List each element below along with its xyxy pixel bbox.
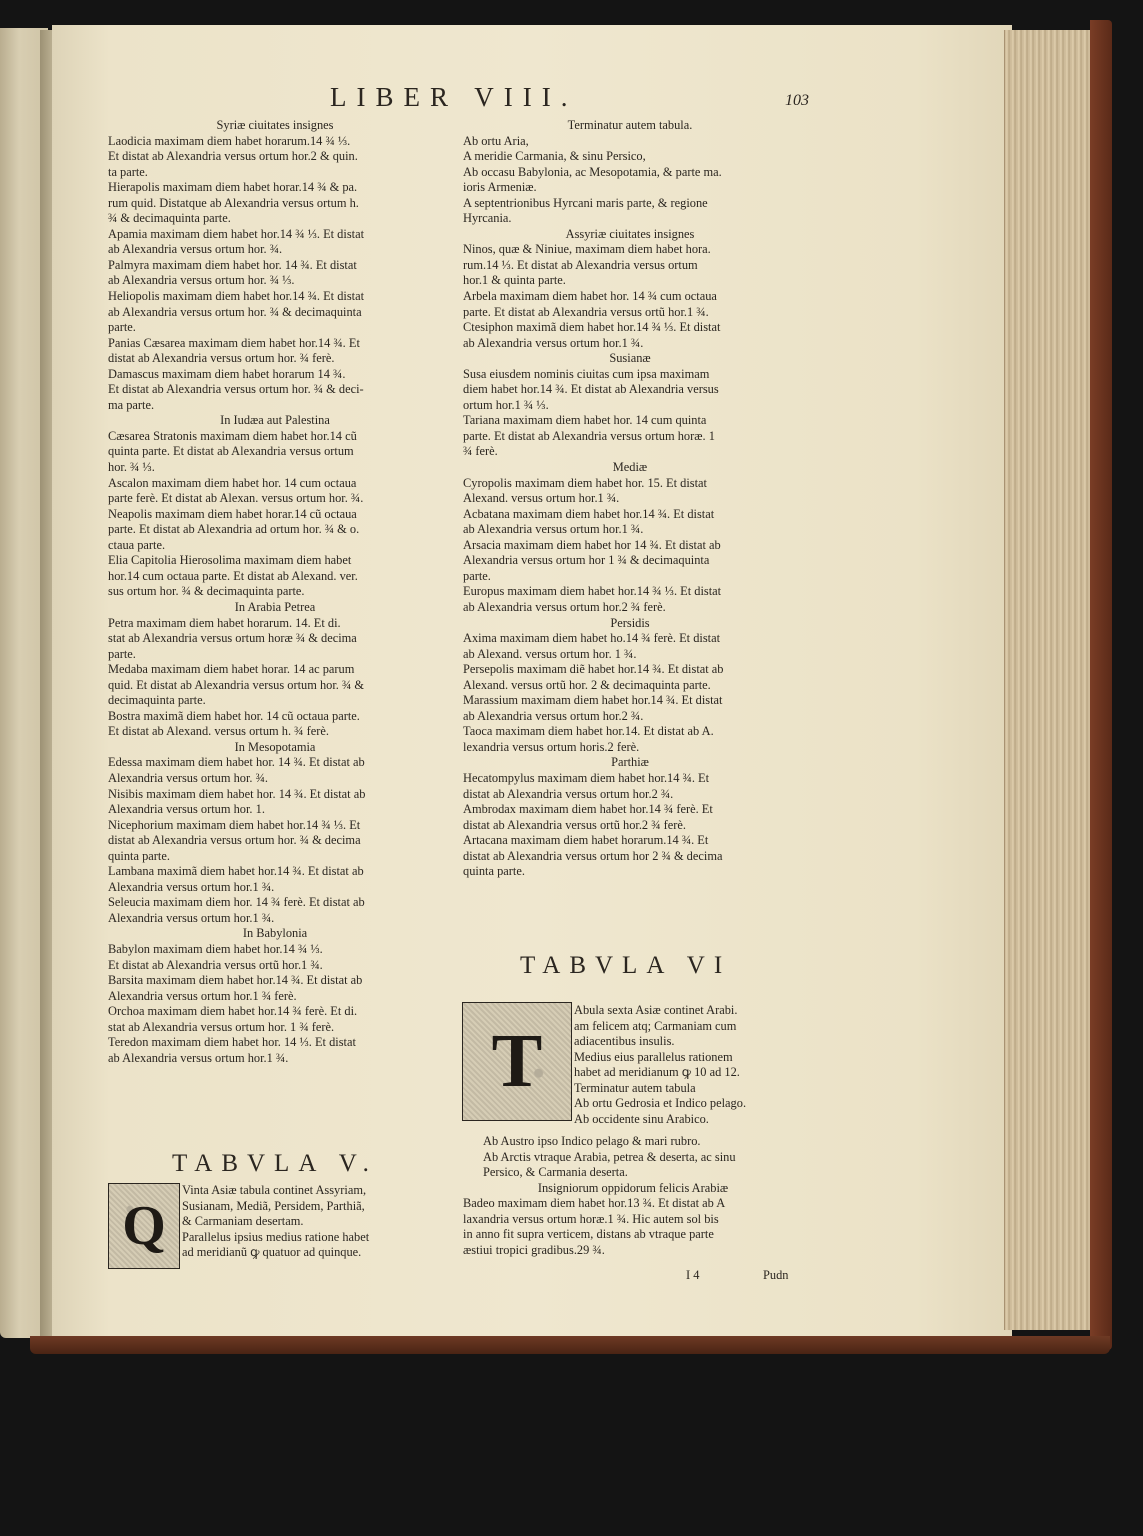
text-line: ab Alexandria versus ortum hor. ¾ ⅓. bbox=[108, 273, 295, 288]
text-line: Parallelus ipsius medius ratione habet bbox=[182, 1229, 370, 1244]
text-line: parte ferè. Et distat ab Alexan. versus ortum hor. ¾. bbox=[108, 491, 364, 506]
text-line: Badeo maximam diem habet hor.13 ¾. Et distat ab A bbox=[463, 1196, 726, 1210]
section-heading: In Arabia Petrea bbox=[234, 599, 316, 614]
text-line: Barsita maximam diem habet hor.14 ¾. Et distat ab bbox=[108, 973, 363, 988]
text-line: parte. bbox=[108, 320, 136, 335]
decorated-initial-t bbox=[462, 1002, 572, 1121]
text-line: Abula sexta Asiæ continet Arabi. bbox=[574, 1003, 738, 1017]
text-line: stat ab Alexandria versus ortum hor. 1 ¾ ferè. bbox=[108, 1019, 335, 1034]
text-line: Alexandria versus ortum hor. 1. bbox=[108, 802, 265, 817]
text-line: ad meridianũ ꝙ quatuor ad quinque. bbox=[182, 1245, 362, 1259]
text-line: A meridie Carmania, & sinu Persico, bbox=[463, 149, 646, 164]
text-line: Tariana maximam diem habet hor. 14 cum quinta bbox=[463, 413, 707, 428]
text-line: Edessa maximam diem habet hor. 14 ¾. Et distat ab bbox=[108, 755, 365, 770]
text-line: Susianam, Mediã, Persidem, Parthiã, bbox=[182, 1198, 365, 1213]
text-line: Ab occidente sinu Arabico. bbox=[574, 1111, 709, 1126]
text-line: Bostra maximã diem habet hor. 14 cũ octaua parte. bbox=[108, 708, 360, 723]
text-line: ab Alexand. versus ortum hor. 1 ¾. bbox=[463, 646, 637, 661]
section-heading: Mediæ bbox=[612, 460, 648, 475]
text-line: Babylon maximam diem habet hor.14 ¾ ⅓. bbox=[108, 941, 323, 956]
text-line: Lambana maximã diem habet hor.14 ¾. Et distat ab bbox=[108, 864, 364, 879]
text-line: Apamia maximam diem habet hor.14 ¾ ⅓. Et distat bbox=[108, 226, 365, 241]
text-line: ortum hor.1 ¾ ⅓. bbox=[463, 397, 549, 412]
section-heading: Susianæ bbox=[609, 351, 651, 366]
text-line: Damascus maximam diem habet horarum 14 ¾. bbox=[108, 366, 346, 381]
running-head: LIBER VIII. bbox=[330, 82, 578, 112]
text-line: distat ab Alexandria versus ortũ hor.2 ¾ ferè. bbox=[463, 817, 686, 832]
text-line: Panias Cæsarea maximam diem habet hor.14 ¾. Et bbox=[108, 335, 360, 350]
text-line: ioris Armeniæ. bbox=[463, 180, 537, 195]
initial-letter: Q bbox=[109, 1184, 179, 1268]
text-line: æstiui tropici gradibus.29 ¾. bbox=[463, 1242, 605, 1257]
section-heading: Persidis bbox=[610, 615, 650, 630]
text-line: lexandria versus ortum horis.2 ferè. bbox=[463, 739, 640, 754]
text-line: ab Alexandria versus ortum hor. ¾. bbox=[108, 242, 283, 257]
section-heading: Assyriæ ciuitates insignes bbox=[565, 226, 695, 241]
text-line: Terminatur autem tabula bbox=[574, 1080, 696, 1095]
text-line: Hierapolis maximam diem habet horar.14 ¾ & pa. bbox=[108, 180, 358, 195]
initial-letter: T bbox=[463, 1003, 571, 1120]
text-line: Laodicia maximam diem habet horarum.14 ¾ ⅓. bbox=[108, 133, 351, 148]
text-line: Elia Capitolia Hierosolima maximam diem habet bbox=[108, 553, 352, 568]
section-heading: Insigniorum oppidorum felicis Arabiæ bbox=[537, 1180, 729, 1195]
text-line: Alexandria versus ortum hor.1 ¾. bbox=[108, 910, 275, 925]
text-line: A septentrionibus Hyrcani maris parte, & regione bbox=[463, 195, 708, 210]
text-line: Alexand. versus ortũ hor. 2 & decimaquinta parte. bbox=[463, 677, 711, 692]
text-line: Medius eius parallelus rationem bbox=[574, 1049, 733, 1064]
text-line: ab Alexandria versus ortum hor.1 ¾. bbox=[108, 1050, 289, 1065]
text-line: Ab ortu Gedrosia et Indico pelago. bbox=[574, 1096, 747, 1110]
text-line: am felicem atq; Carmaniam cum bbox=[574, 1018, 737, 1033]
text-line: Nicephorium maximam diem habet hor.14 ¾ ⅓. Et bbox=[108, 817, 361, 832]
text-line: ¾ ferè. bbox=[463, 444, 498, 459]
text-line: Arsacia maximam diem habet hor 14 ¾. Et distat ab bbox=[463, 537, 721, 552]
text-line: Europus maximam diem habet hor.14 ¾ ⅓. Et distat bbox=[463, 584, 722, 599]
text-line: Marassium maximam diem habet hor.14 ¾. Et distat bbox=[463, 693, 723, 708]
text-line: Neapolis maximam diem habet horar.14 cũ octaua bbox=[108, 506, 357, 521]
book-cover-edge bbox=[1090, 20, 1112, 1350]
text-line: Alexandria versus ortum hor 1 ¾ & decimaquinta bbox=[463, 553, 710, 568]
text-line: Et distat ab Alexandria versus ortum hor. ¾ & deci- bbox=[108, 382, 364, 397]
text-line: distat ab Alexandria versus ortum hor 2 ¾ & decima bbox=[463, 848, 723, 863]
text-line: stat ab Alexandria versus ortum horæ ¾ & decima bbox=[108, 631, 357, 646]
tabula-vi-intro bbox=[574, 1003, 804, 1127]
section-heading: In Mesopotamia bbox=[234, 739, 316, 754]
text-line: Teredon maximam diem habet hor. 14 ⅓. Et distat bbox=[108, 1035, 356, 1050]
text-line: Et distat ab Alexandria versus ortũ hor.1 ¾. bbox=[108, 957, 323, 972]
text-line: Alexandria versus ortum hor.1 ¾ ferè. bbox=[108, 988, 297, 1003]
text-line: hor.14 cum octaua parte. Et distat ab Alexand. ver. bbox=[108, 568, 358, 583]
text-line: quinta parte. bbox=[108, 848, 170, 863]
text-line: Artacana maximam diem habet horarum.14 ¾. Et bbox=[463, 833, 709, 848]
text-line: Hyrcania. bbox=[463, 211, 512, 226]
text-line: parte. Et distat ab Alexandria ad ortum hor. ¾ & o. bbox=[108, 522, 360, 537]
text-line: Ambrodax maximam diem habet hor.14 ¾ ferè. Et bbox=[463, 802, 713, 817]
text-line: distat ab Alexandria versus ortum hor. ¾ ferè. bbox=[108, 351, 335, 366]
text-line: ctaua parte. bbox=[108, 537, 166, 552]
text-line: Ascalon maximam diem habet hor. 14 cum octaua bbox=[108, 475, 357, 490]
text-line: Axima maximam diem habet ho.14 ¾ ferè. Et distat bbox=[463, 631, 721, 646]
text-line: laxandria versus ortum horæ.1 ¾. Hic autem sol bis bbox=[463, 1211, 719, 1226]
text-line: sus ortum hor. ¾ & decimaquinta parte. bbox=[108, 584, 305, 599]
text-line: quinta parte. bbox=[463, 864, 525, 879]
text-line: distat ab Alexandria versus ortum hor. ¾ & decima bbox=[108, 833, 361, 848]
text-line: Nisibis maximam diem habet hor. 14 ¾. Et distat ab bbox=[108, 786, 366, 801]
tabula-v-intro bbox=[182, 1183, 452, 1261]
text-line: Heliopolis maximam diem habet hor.14 ¾. Et distat bbox=[108, 289, 365, 304]
text-line: Et distat ab Alexand. versus ortum h. ¾ ferè. bbox=[108, 724, 329, 739]
text-line: ¾ & decimaquinta parte. bbox=[108, 211, 231, 226]
text-line: diem habet hor.14 ¾. Et distat ab Alexandria versus bbox=[463, 382, 719, 397]
text-line: Hecatompylus maximam diem habet hor.14 ¾. Et bbox=[463, 770, 710, 785]
text-line: hor. ¾ ⅓. bbox=[108, 460, 155, 475]
text-line: distat ab Alexandria versus ortum hor.2 ¾. bbox=[463, 786, 674, 801]
text-line: quid. Et distat ab Alexandria versus ortum hor. ¾ & bbox=[108, 677, 365, 692]
text-line: Orchoa maximam diem habet hor.14 ¾ ferè. Et di. bbox=[108, 1004, 358, 1019]
text-line: Ab Austro ipso Indico pelago & mari rubro. bbox=[483, 1134, 701, 1148]
text-line: rum.14 ⅓. Et distat ab Alexandria versus ortum bbox=[463, 257, 698, 272]
right-column bbox=[463, 118, 797, 880]
section-heading: In Babylonia bbox=[242, 926, 308, 941]
page-header bbox=[330, 82, 830, 113]
text-line: Vinta Asiæ tabula continet Assyriam, bbox=[182, 1183, 367, 1197]
text-line: Ab ortu Aria, bbox=[463, 133, 529, 148]
text-line: decimaquinta parte. bbox=[108, 693, 206, 708]
text-line: Seleucia maximam diem hor. 14 ¾ ferè. Et distat ab bbox=[108, 895, 365, 910]
text-line: Ninos, quæ & Niniue, maximam diem habet hora. bbox=[463, 242, 711, 257]
tabula-vi-continuation bbox=[463, 1134, 803, 1258]
book-cover-bottom bbox=[30, 1336, 1110, 1354]
text-line: Petra maximam diem habet horarum. 14. Et di. bbox=[108, 615, 341, 630]
section-heading: Parthiæ bbox=[611, 755, 649, 770]
text-line: Ab Arctis vtraque Arabia, petrea & deserta, ac sinu bbox=[483, 1149, 736, 1164]
decorated-initial-q bbox=[108, 1183, 180, 1269]
text-line: Alexand. versus ortum hor.1 ¾. bbox=[463, 491, 620, 506]
section-heading: In Iudæa aut Palestina bbox=[220, 413, 330, 428]
text-line: Susa eiusdem nominis ciuitas cum ipsa maximam bbox=[463, 366, 710, 381]
text-line: Medaba maximam diem habet horar. 14 ac parum bbox=[108, 662, 355, 677]
text-line: Et distat ab Alexandria versus ortum hor.2 & quin. bbox=[108, 149, 358, 164]
text-line: ta parte. bbox=[108, 164, 148, 179]
text-line: ab Alexandria versus ortum hor.2 ¾ ferè. bbox=[463, 599, 666, 614]
text-line: Cæsarea Stratonis maximam diem habet hor.14 cũ bbox=[108, 428, 357, 443]
catchword: Pudn bbox=[763, 1268, 789, 1282]
text-line: in anno fit supra verticem, distans ab vtraque parte bbox=[463, 1227, 714, 1241]
text-line: Cyropolis maximam diem habet hor. 15. Et distat bbox=[463, 475, 707, 490]
left-column bbox=[108, 118, 442, 1066]
text-line: & Carmaniam desertam. bbox=[182, 1214, 304, 1228]
text-line: parte. bbox=[463, 568, 491, 583]
text-line: Alexandria versus ortum hor. ¾. bbox=[108, 770, 269, 785]
folio-number: 103 bbox=[785, 92, 809, 109]
text-line: Persico, & Carmania deserta. bbox=[483, 1165, 628, 1179]
text-line: Arbela maximam diem habet hor. 14 ¾ cum octaua bbox=[463, 289, 717, 304]
signature-mark: I 4 bbox=[686, 1268, 700, 1282]
text-line: rum quid. Distatque ab Alexandria versus ortum h. bbox=[108, 195, 359, 210]
section-heading: Terminatur autem tabula. bbox=[567, 118, 693, 132]
text-line: parte. Et distat ab Alexandria versus ortum horæ. 1 bbox=[463, 428, 715, 443]
text-line: hor.1 & quinta parte. bbox=[463, 273, 566, 288]
text-line: Alexandria versus ortum hor.1 ¾. bbox=[108, 879, 275, 894]
text-line: ma parte. bbox=[108, 397, 155, 412]
page-fore-edge bbox=[1004, 30, 1093, 1330]
text-line: parte. Et distat ab Alexandria versus ortũ hor.1 ¾. bbox=[463, 304, 709, 319]
text-line: Persepolis maximam diẽ habet hor.14 ¾. Et distat ab bbox=[463, 662, 724, 677]
text-line: Taoca maximam diem habet hor.14. Et distat ab A. bbox=[463, 724, 714, 739]
text-line: Acbatana maximam diem habet hor.14 ¾. Et distat bbox=[463, 506, 715, 521]
text-line: ab Alexandria versus ortum hor. ¾ & decimaquinta bbox=[108, 304, 362, 319]
text-line: quinta parte. Et distat ab Alexandria versus ortum bbox=[108, 444, 354, 459]
section-heading: Syriæ ciuitates insignes bbox=[216, 118, 334, 132]
text-line: ab Alexandria versus ortum hor.1 ¾. bbox=[463, 335, 644, 350]
tabula-v-title: TABVLA V. bbox=[172, 1150, 378, 1177]
text-line: ab Alexandria versus ortum hor.1 ¾. bbox=[463, 522, 644, 537]
text-line: parte. bbox=[108, 646, 136, 661]
text-line: ab Alexandria versus ortum hor.2 ¾. bbox=[463, 708, 644, 723]
text-line: Ab occasu Babylonia, ac Mesopotamia, & parte ma. bbox=[463, 164, 722, 179]
text-line: Palmyra maximam diem habet hor. 14 ¾. Et distat bbox=[108, 257, 357, 272]
tabula-vi-title: TABVLA VI bbox=[520, 952, 732, 979]
text-line: Ctesiphon maximã diem habet hor.14 ¾ ⅓. Et distat bbox=[463, 320, 721, 335]
text-line: adiacentibus insulis. bbox=[574, 1034, 675, 1048]
text-line: habet ad meridianum ꝙ 10 ad 12. bbox=[574, 1065, 740, 1079]
